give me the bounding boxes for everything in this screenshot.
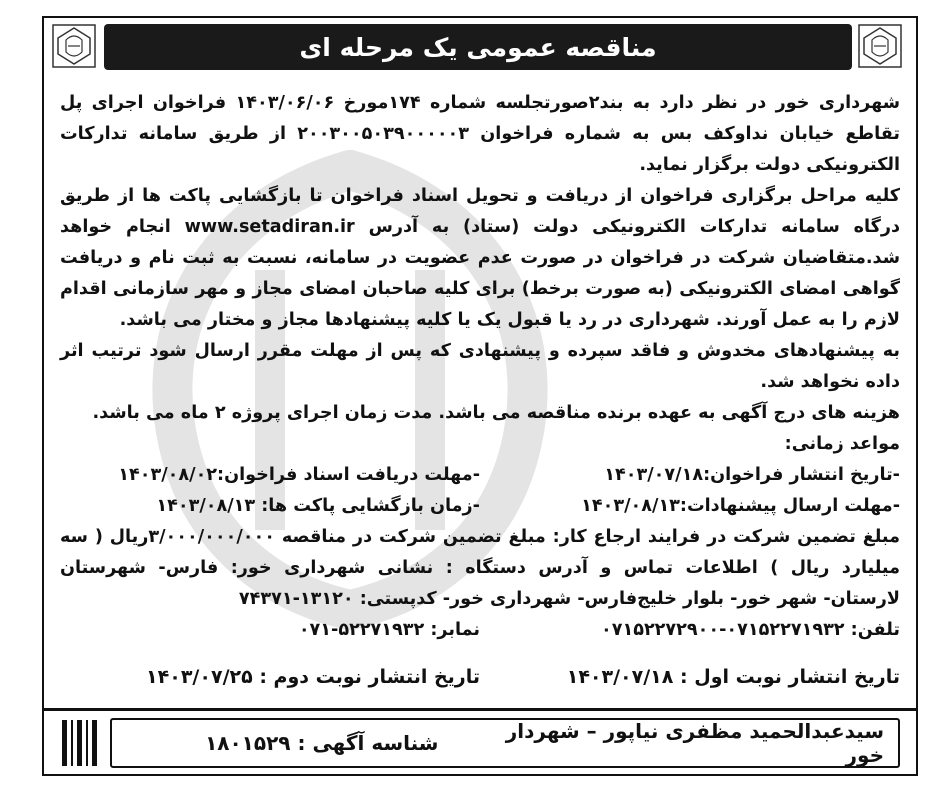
date-submit-deadline: -مهلت ارسال پیشنهادات:۱۴۰۳/۰۸/۱۳ bbox=[581, 496, 900, 516]
paragraph-rejection: به پیشنهادهای مخدوش و فاقد سپرده و پیشنهادی که پس از مهلت مقرر ارسال شود ترتیب اثر داده نخواهد شد. bbox=[60, 341, 900, 392]
phone-numbers: تلفن: ۰۷۱۵۲۲۷۱۹۳۲-۰۷۱۵۲۲۷۲۹۰۰ bbox=[600, 620, 900, 640]
date-docs-deadline: -مهلت دریافت اسناد فراخوان:۱۴۰۳/۰۸/۰۲ bbox=[118, 465, 480, 485]
paragraph-guarantee-contact: مبلغ تضمین شرکت در فرایند ارجاع کار: مبلغ تضمین شرکت در مناقصه ۳/۰۰۰/۰۰۰/۰۰۰ریال ( سه میلیارد ریال ) اطلاعات تماس و آدرس دستگاه : نشانی شهرداری خور: فارس- شهرستان لارستان- شهر خور- بلوار خلیج‌فارس- شهرداری خور- کدپستی: ۱۳۱۲۰-۷۴۳۷۱ bbox=[60, 527, 900, 609]
municipality-name: شهرداری خور bbox=[775, 93, 901, 113]
fax-number: نمابر: ۵۲۲۷۱۹۳۲-۰۷۱ bbox=[298, 620, 480, 640]
notice-title: مناقصه عمومی یک مرحله ای bbox=[104, 24, 852, 70]
paragraph-intro bbox=[60, 88, 900, 181]
publication-dates bbox=[60, 666, 900, 688]
paragraph-costs: هزینه های درج آگهی به عهده برنده مناقصه می باشد. مدت زمان اجرای پروژه ۲ ماه می باشد. bbox=[92, 403, 900, 423]
paragraph-procedure bbox=[60, 181, 900, 336]
dates-row-1 bbox=[60, 460, 900, 491]
procedure-text-b: انجام خواهد شد.متقاضیان شرکت در فراخوان در صورت عدم عضویت در سامانه، نسبت به ثبت نام و دریافت گواهی امضای الکترونیکی (به صورت برخط) برای کلیه صاحبان امضای مجاز و مهر سازمانی اقدام لازم را به عمل آورند. شهرداری در رد یا قبول یک یا کلیه پیشنهادها مجاز و مختار می باشد. bbox=[60, 217, 900, 330]
procedure-text-a: کلیه مراحل برگزاری فراخوان از دریافت و تحویل اسناد فراخوان تا بازگشایی پاکت ها از طریق درگاه سامانه تدارکات الکترونیکی دولت (ستاد) به آدرس bbox=[60, 186, 900, 237]
notice-body bbox=[60, 88, 900, 646]
publication-second: تاریخ انتشار نوبت دوم : ۱۴۰۳/۰۷/۲۵ bbox=[146, 666, 480, 688]
publication-first: تاریخ انتشار نوبت اول : ۱۴۰۳/۰۷/۱۸ bbox=[566, 666, 900, 688]
dates-heading: مواعد زمانی: bbox=[784, 434, 900, 454]
mayor-signature: سیدعبدالحمید مظفری نیاپور – شهردار خور bbox=[505, 719, 884, 767]
contact-row bbox=[60, 615, 900, 646]
date-publish: -تاریخ انتشار فراخوان:۱۴۰۳/۰۷/۱۸ bbox=[604, 465, 900, 485]
decorative-bars bbox=[62, 720, 97, 766]
footer-box bbox=[110, 718, 900, 768]
footer-divider bbox=[42, 708, 918, 711]
municipality-logo-right bbox=[858, 24, 902, 68]
date-opening: -زمان بازگشایی پاکت ها: ۱۴۰۳/۰۸/۱۳ bbox=[156, 496, 480, 516]
municipality-logo-left bbox=[52, 24, 96, 68]
intro-text: در نظر دارد به بند۲صورتجلسه شماره ۱۷۴مورخ ۱۴۰۳/۰۶/۰۶ فراخوان اجرای پل تقاطع خیابان نداوکف بس به شماره فراخوان ۲۰۰۳۰۰۵۰۳۹۰۰۰۰۰۳ از طریق سامانه تدارکات الکترونیکی دولت برگزار نماید. bbox=[60, 93, 900, 175]
setad-url: www.setadiran.ir bbox=[184, 217, 355, 237]
dates-row-2 bbox=[60, 491, 900, 522]
ad-code: شناسه آگهی : ۱۸۰۱۵۲۹ bbox=[205, 731, 439, 755]
